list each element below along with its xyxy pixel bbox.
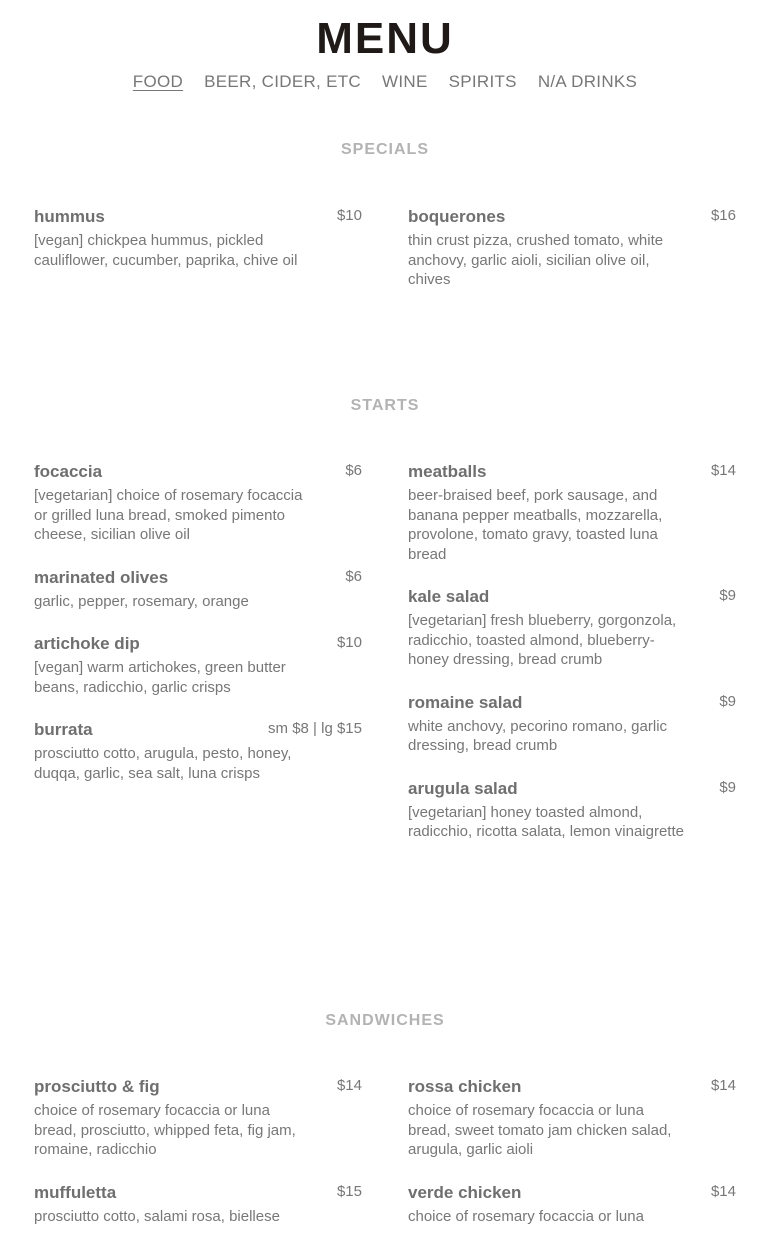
item-description: garlic, pepper, rosemary, orange [34, 592, 249, 610]
nav-tab-beer-cider[interactable]: BEER, CIDER, ETC [204, 72, 361, 91]
item-name: prosciutto & fig [34, 1077, 160, 1096]
menu-item [34, 206, 362, 270]
menu-item [34, 1076, 362, 1160]
menu-item [408, 206, 736, 290]
item-price: $6 [345, 567, 362, 585]
item-description: prosciutto cotto, arugula, pesto, honey, duqqa, garlic, sea salt, luna crisps [34, 745, 292, 782]
item-name: burrata [34, 720, 93, 739]
item-price: $14 [710, 1077, 736, 1094]
item-description: beer-braised beef, pork sausage, and banana pepper meatballs, mozzarella, provolone, tomato gravy, toasted luna bread [408, 487, 663, 563]
item-description: choice of rosemary focaccia or luna bread, sweet tomato jam chicken salad, arugula, garlic aioli [408, 1102, 672, 1158]
menu-item [34, 461, 362, 545]
item-price: $10 [336, 207, 362, 224]
item-price: $9 [719, 778, 736, 796]
item-price: sm $8 | lg $15 [268, 720, 362, 737]
sandwiches-left-column [34, 1076, 362, 1248]
page-title: MENU [316, 14, 454, 64]
item-description: choice of rosemary focaccia or luna bread, prosciutto, whipped feta, fig jam, romaine, radicchio [34, 1102, 296, 1158]
menu-item [408, 586, 736, 670]
item-name: marinated olives [34, 567, 169, 587]
menu-item [34, 633, 362, 697]
item-price: $9 [719, 692, 736, 710]
item-price: $6 [345, 462, 362, 479]
item-price: $15 [336, 1182, 362, 1200]
starts-left-column [34, 461, 362, 805]
section-heading-starts: STARTS [350, 397, 420, 414]
sandwiches-right-column [408, 1076, 736, 1248]
item-description: [vegetarian] fresh blueberry, gorgonzola, radicchio, toasted almond, blueberry-honey dressing, bread crumb [408, 612, 677, 668]
item-name: rossa chicken [408, 1077, 522, 1096]
nav-tab-na-drinks[interactable]: N/A DRINKS [537, 72, 638, 91]
item-description: [vegan] warm artichokes, green butter beans, radicchio, garlic crisps [34, 659, 286, 696]
item-name: meatballs [408, 462, 487, 481]
menu-item [408, 1182, 736, 1227]
menu-item [408, 461, 736, 564]
item-description: prosciutto cotto, salami rosa, biellese [34, 1207, 280, 1225]
menu-item [34, 1182, 362, 1227]
nav-tab-spirits[interactable]: SPIRITS [448, 72, 517, 91]
item-name: kale salad [408, 587, 490, 606]
item-name: verde chicken [408, 1182, 522, 1202]
nav-tab-food[interactable]: FOOD [132, 72, 184, 91]
menu-category-nav [0, 72, 770, 92]
menu-item [408, 778, 736, 842]
item-name: romaine salad [408, 692, 523, 712]
item-description: thin crust pizza, crushed tomato, white anchovy, garlic aioli, sicilian olive oil, chives [408, 232, 664, 288]
item-name: arugula salad [408, 778, 518, 798]
item-price: $14 [710, 1182, 736, 1200]
specials-left-column [34, 206, 362, 292]
item-description: choice of rosemary focaccia or luna [408, 1207, 644, 1225]
menu-item [408, 692, 736, 756]
item-name: muffuletta [34, 1182, 117, 1202]
item-name: boquerones [408, 207, 506, 226]
section-heading-sandwiches: SANDWICHES [325, 1012, 445, 1029]
item-price: $16 [710, 207, 736, 224]
menu-item [34, 719, 362, 783]
nav-tab-wine[interactable]: WINE [382, 72, 428, 91]
item-name: focaccia [34, 462, 103, 481]
section-heading-specials: SPECIALS [340, 141, 429, 158]
item-description: white anchovy, pecorino romano, garlic dressing, bread crumb [408, 717, 668, 754]
starts-right-column [408, 461, 736, 864]
item-description: [vegan] chickpea hummus, pickled cauliflower, cucumber, paprika, chive oil [34, 232, 298, 269]
item-description: [vegetarian] choice of rosemary focaccia or grilled luna bread, smoked pimento cheese, sicilian olive oil [34, 487, 303, 543]
item-price: $14 [710, 462, 736, 479]
item-description: [vegetarian] honey toasted almond, radicchio, ricotta salata, lemon vinaigrette [408, 803, 684, 840]
menu-item [408, 1076, 736, 1160]
item-name: hummus [34, 207, 105, 226]
item-price: $10 [336, 634, 362, 651]
item-price: $9 [719, 587, 736, 604]
specials-right-column [408, 206, 736, 312]
item-price: $14 [336, 1077, 362, 1094]
item-name: artichoke dip [34, 634, 140, 653]
menu-item [34, 567, 362, 612]
